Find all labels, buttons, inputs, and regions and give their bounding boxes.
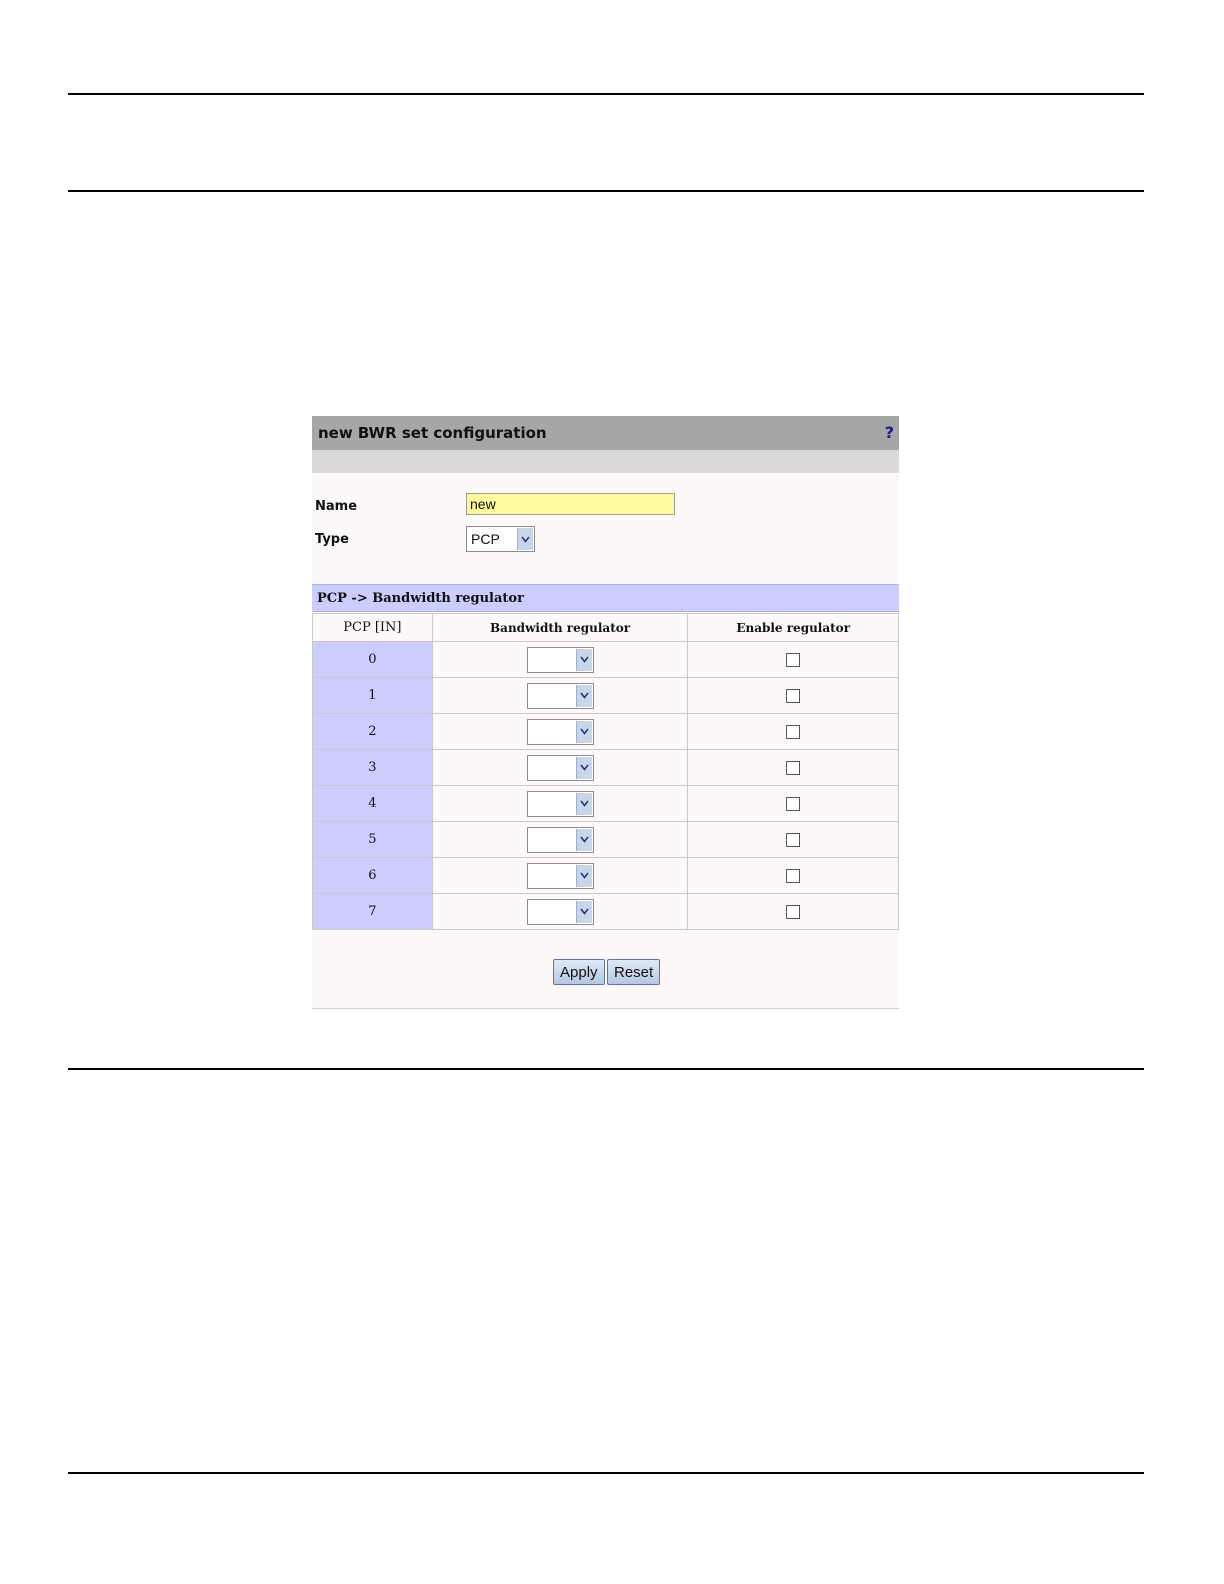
bandwidth-regulator-cell bbox=[432, 858, 688, 894]
pcp-regulator-table bbox=[312, 613, 899, 930]
bandwidth-regulator-select[interactable] bbox=[527, 827, 594, 853]
table-row bbox=[313, 642, 899, 678]
chevron-down-icon[interactable] bbox=[576, 793, 592, 815]
bandwidth-regulator-select[interactable] bbox=[527, 683, 594, 709]
reset-button[interactable]: Reset bbox=[607, 959, 660, 985]
bandwidth-regulator-select-wrap bbox=[527, 791, 594, 817]
pcp-value: 7 bbox=[313, 894, 433, 930]
bandwidth-regulator-select[interactable] bbox=[527, 863, 594, 889]
bandwidth-regulator-select-wrap bbox=[527, 683, 594, 709]
enable-regulator-checkbox[interactable] bbox=[786, 833, 800, 847]
chevron-down-icon[interactable] bbox=[576, 865, 592, 887]
bandwidth-regulator-cell bbox=[432, 642, 688, 678]
chevron-down-icon[interactable] bbox=[576, 829, 592, 851]
table-title: PCP -> Bandwidth regulator bbox=[312, 584, 899, 612]
help-icon[interactable]: ? bbox=[884, 423, 894, 442]
header-bandwidth-regulator: Bandwidth regulator bbox=[432, 614, 688, 642]
bandwidth-regulator-cell bbox=[432, 822, 688, 858]
bandwidth-regulator-select-wrap bbox=[527, 647, 594, 673]
enable-regulator-cell bbox=[688, 786, 899, 822]
table-row bbox=[313, 714, 899, 750]
bandwidth-regulator-select-wrap bbox=[527, 827, 594, 853]
bandwidth-regulator-select[interactable] bbox=[527, 791, 594, 817]
bandwidth-regulator-select-wrap bbox=[527, 755, 594, 781]
bandwidth-regulator-cell bbox=[432, 786, 688, 822]
panel-title: new BWR set configuration bbox=[318, 424, 547, 442]
enable-regulator-cell bbox=[688, 894, 899, 930]
chevron-down-icon[interactable] bbox=[576, 757, 592, 779]
bandwidth-regulator-cell bbox=[432, 894, 688, 930]
bwr-config-panel bbox=[312, 416, 899, 1009]
enable-regulator-checkbox[interactable] bbox=[786, 725, 800, 739]
type-label: Type bbox=[315, 532, 349, 547]
bandwidth-regulator-select[interactable] bbox=[527, 755, 594, 781]
type-select[interactable] bbox=[466, 526, 535, 552]
table-header-row bbox=[313, 614, 899, 642]
pcp-value: 1 bbox=[313, 678, 433, 714]
chevron-down-icon[interactable] bbox=[517, 528, 533, 550]
table-row bbox=[313, 786, 899, 822]
pcp-value: 3 bbox=[313, 750, 433, 786]
panel-header bbox=[312, 416, 899, 450]
enable-regulator-cell bbox=[688, 750, 899, 786]
enable-regulator-checkbox[interactable] bbox=[786, 797, 800, 811]
page-rule-lower bbox=[68, 1068, 1144, 1070]
bandwidth-regulator-cell bbox=[432, 714, 688, 750]
page-rule-top bbox=[68, 93, 1144, 95]
bandwidth-regulator-select-wrap bbox=[527, 863, 594, 889]
pcp-value: 5 bbox=[313, 822, 433, 858]
apply-button[interactable]: Apply bbox=[553, 959, 605, 985]
header-pcp: PCP [IN] bbox=[313, 614, 433, 642]
enable-regulator-cell bbox=[688, 858, 899, 894]
table-row bbox=[313, 750, 899, 786]
chevron-down-icon[interactable] bbox=[576, 901, 592, 923]
bandwidth-regulator-cell bbox=[432, 750, 688, 786]
enable-regulator-checkbox[interactable] bbox=[786, 653, 800, 667]
bandwidth-regulator-select[interactable] bbox=[527, 647, 594, 673]
pcp-value: 2 bbox=[313, 714, 433, 750]
enable-regulator-cell bbox=[688, 714, 899, 750]
name-input[interactable] bbox=[466, 493, 675, 515]
bandwidth-regulator-select[interactable] bbox=[527, 719, 594, 745]
pcp-value: 4 bbox=[313, 786, 433, 822]
enable-regulator-checkbox[interactable] bbox=[786, 905, 800, 919]
name-label: Name bbox=[315, 499, 358, 514]
bandwidth-regulator-select-wrap bbox=[527, 899, 594, 925]
header-enable-regulator: Enable regulator bbox=[688, 614, 899, 642]
table-row bbox=[313, 678, 899, 714]
enable-regulator-cell bbox=[688, 678, 899, 714]
chevron-down-icon[interactable] bbox=[576, 649, 592, 671]
page-rule-bottom bbox=[68, 1472, 1144, 1474]
type-select-value: PCP bbox=[471, 531, 500, 547]
bandwidth-regulator-select[interactable] bbox=[527, 899, 594, 925]
enable-regulator-cell bbox=[688, 642, 899, 678]
chevron-down-icon[interactable] bbox=[576, 685, 592, 707]
enable-regulator-checkbox[interactable] bbox=[786, 689, 800, 703]
chevron-down-icon[interactable] bbox=[576, 721, 592, 743]
page-rule-upper bbox=[68, 190, 1144, 192]
pcp-value: 6 bbox=[313, 858, 433, 894]
table-row bbox=[313, 894, 899, 930]
table-row bbox=[313, 858, 899, 894]
bandwidth-regulator-select-wrap bbox=[527, 719, 594, 745]
table-row bbox=[313, 822, 899, 858]
bandwidth-regulator-cell bbox=[432, 678, 688, 714]
enable-regulator-checkbox[interactable] bbox=[786, 761, 800, 775]
enable-regulator-cell bbox=[688, 822, 899, 858]
panel-subbar bbox=[312, 450, 899, 473]
pcp-value: 0 bbox=[313, 642, 433, 678]
enable-regulator-checkbox[interactable] bbox=[786, 869, 800, 883]
